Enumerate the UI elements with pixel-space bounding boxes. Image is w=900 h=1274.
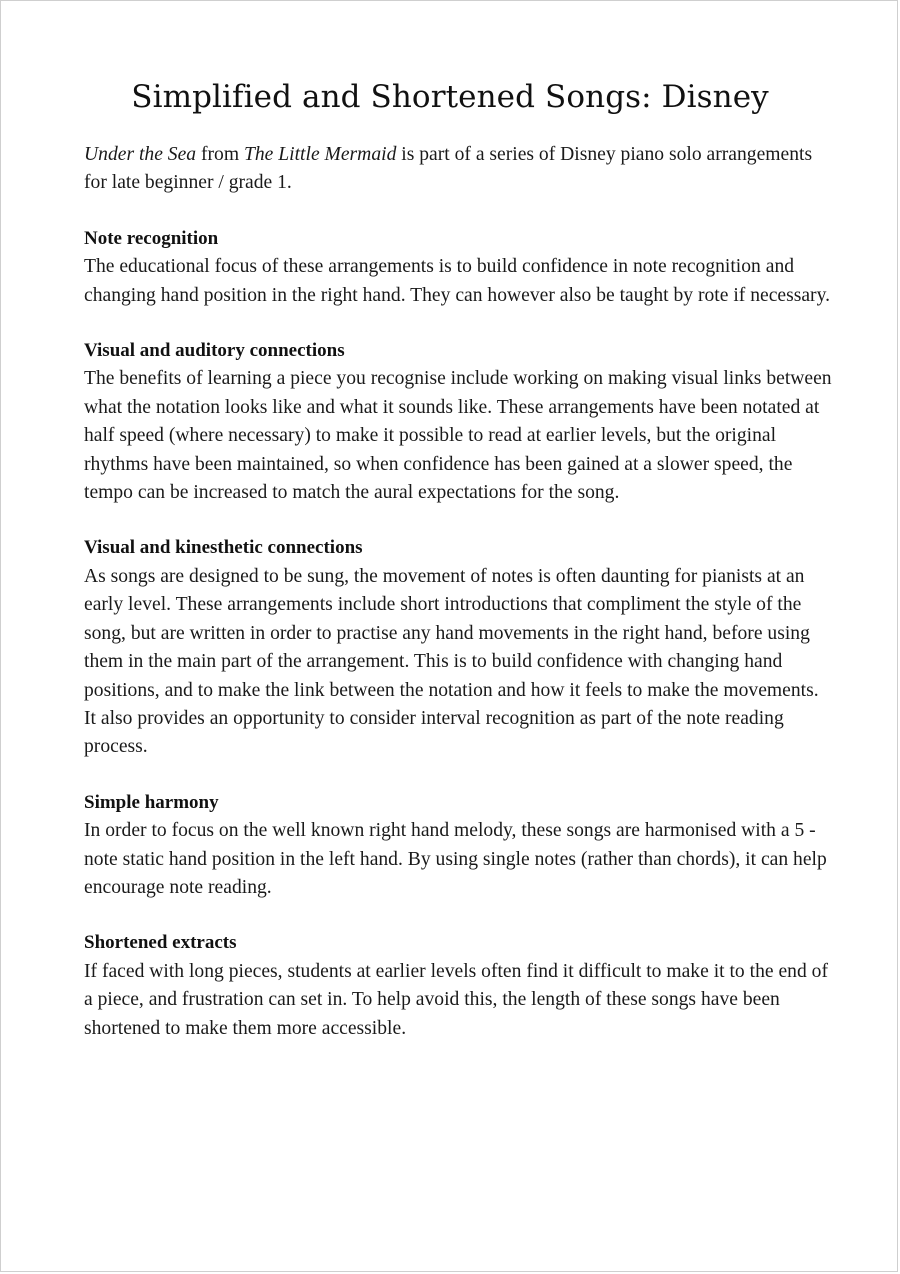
- document-body: [84, 141, 834, 1070]
- page-title: Simplified and Shortened Songs: Disney: [131, 79, 769, 115]
- section-simple-harmony: [84, 789, 834, 903]
- section-heading: Simple harmony: [84, 791, 219, 813]
- section-text: The educational focus of these arrangements is to build confidence in note recognition and changing hand position in the right hand. They can however also be taught by rote if necessary.: [84, 256, 830, 306]
- film-title: The Little Mermaid: [243, 144, 397, 165]
- section-text: If faced with long pieces, students at earlier levels often find it difficult to make it to the end of a piece, and frustration can set in. To help avoid this, the length of these songs have been shortened to make them more accessible.: [84, 960, 828, 1039]
- song-title: Under the Sea: [84, 144, 197, 165]
- section-text: In order to focus on the well known right hand melody, these songs are harmonised with a 5 - note static hand position in the left hand. By using single notes (rather than chords), it can help encourage note reading.: [84, 820, 827, 898]
- section-shortened-extracts: [84, 929, 834, 1043]
- section-visual-kinesthetic: [84, 534, 834, 761]
- section-heading: Visual and kinesthetic connections: [84, 537, 363, 559]
- section-heading: Shortened extracts: [84, 932, 237, 954]
- section-note-recognition: [84, 225, 834, 310]
- section-heading: Visual and auditory connections: [84, 340, 345, 362]
- section-text: As songs are designed to be sung, the movement of notes is often daunting for pianists at an early level. These arrangements include short introductions that compliment the style of the song, but are written in order to practise any hand movements in the right hand, before using them in the main part of the arrangement. This is to build confidence with changing hand positions, and to make the link between the notation and how it feels to make the movements. It also provides an opportunity to consider interval recognition as part of the note reading process.: [84, 565, 819, 758]
- section-visual-auditory: [84, 337, 834, 507]
- intro-from: from: [196, 144, 244, 165]
- section-text: The benefits of learning a piece you recognise include working on making visual links between what the notation looks like and what it sounds like. These arrangements have been notated at half speed (where necessary) to make it possible to read at earlier levels, but the original rhythms have been maintained, so when confidence has been gained at a slower speed, the tempo can be increased to match the aural expectations for the song.: [84, 368, 832, 504]
- intro-paragraph: [84, 141, 834, 198]
- section-heading: Note recognition: [84, 227, 219, 249]
- intro-rest: is part of a series of Disney piano solo arrangements for late beginner / grade 1.: [84, 144, 813, 194]
